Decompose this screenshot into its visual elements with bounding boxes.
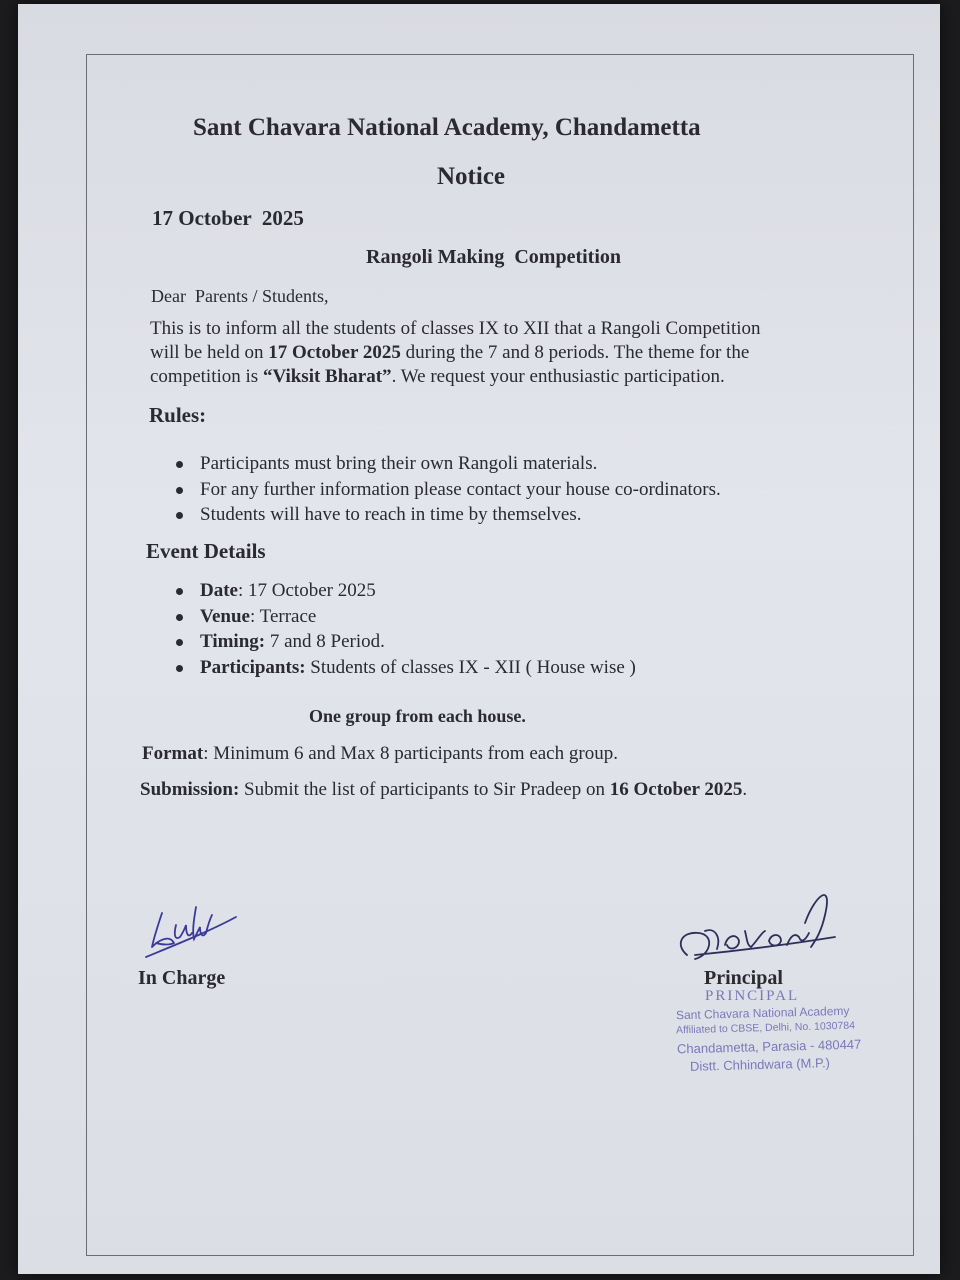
stamp-line-2: Affiliated to CBSE, Delhi, No. 1030784 xyxy=(675,1019,856,1037)
notice-date: 17 October 2025 xyxy=(152,206,304,230)
salutation: Dear Parents / Students, xyxy=(151,286,329,306)
intro-line-2 xyxy=(150,342,749,364)
item-label: Venue xyxy=(200,605,250,627)
submission-text: Submit the list of participants to Sir Pradeep on xyxy=(239,779,610,800)
notice-title: Notice xyxy=(437,163,506,190)
item-sep: : xyxy=(249,605,260,627)
item-value: 17 October 2025 xyxy=(248,580,376,601)
rule-item: For any further information please contact your house co-ordinators. xyxy=(174,477,721,503)
rule-item: Students will have to reach in time by themselves. xyxy=(174,502,721,528)
event-item-timing xyxy=(174,629,636,655)
principal-label: Principal xyxy=(704,967,783,989)
intro-line-3 xyxy=(150,366,725,388)
format-text: : Minimum 6 and Max 8 participants from each group. xyxy=(203,743,618,764)
item-label: Date xyxy=(200,580,238,601)
in-charge-label: In Charge xyxy=(138,967,226,989)
intro-line-1: This is to inform all the students of classes IX to XII that a Rangoli Competition xyxy=(150,318,761,339)
format-line xyxy=(142,743,618,765)
item-value: Students of classes IX - XII ( House wise ) xyxy=(310,656,636,678)
rules-list xyxy=(174,451,721,528)
event-details-list xyxy=(174,578,636,680)
subject-heading: Rangoli Making Competition xyxy=(366,246,622,268)
rules-heading: Rules: xyxy=(149,403,207,427)
item-label: Timing: xyxy=(200,631,266,652)
event-details-heading: Event Details xyxy=(146,539,266,563)
stamp-title: PRINCIPAL xyxy=(705,988,800,1004)
group-note: One group from each house. xyxy=(309,706,526,726)
item-sep: : xyxy=(237,580,249,601)
item-value: Terrace xyxy=(259,605,317,627)
rule-item: Participants must bring their own Rangoli materials. xyxy=(174,451,721,477)
stamp-line-3: Chandametta, Parasia - 480447 xyxy=(676,1036,862,1057)
event-item-date xyxy=(174,578,636,604)
theme-emphasis: “Viksit Bharat” xyxy=(262,366,392,387)
event-date-emphasis: 17 October 2025 xyxy=(268,342,401,363)
event-item-participants xyxy=(174,655,636,681)
submission-label: Submission: xyxy=(140,779,240,800)
format-label: Format xyxy=(142,743,204,764)
event-item-venue xyxy=(174,604,636,630)
intro-text: during the 7 and 8 periods. The theme for the xyxy=(400,342,750,363)
stamp-line-4: Distt. Chhindwara (M.P.) xyxy=(689,1055,831,1074)
submission-date: 16 October 2025 xyxy=(609,779,743,800)
item-label: Participants: xyxy=(200,656,306,678)
intro-text: competition is xyxy=(150,366,263,387)
submission-line xyxy=(140,779,747,801)
school-name: Sant Chavara National Academy, Chandametta xyxy=(193,114,701,141)
intro-text: . We request your enthusiastic participation. xyxy=(391,366,725,387)
in-charge-signature xyxy=(140,895,250,965)
submission-end: . xyxy=(742,779,748,800)
intro-text: will be held on xyxy=(150,342,269,363)
stamp-line-1: Sant Chavara National Academy xyxy=(675,1003,850,1023)
item-value: 7 and 8 Period. xyxy=(269,631,385,652)
